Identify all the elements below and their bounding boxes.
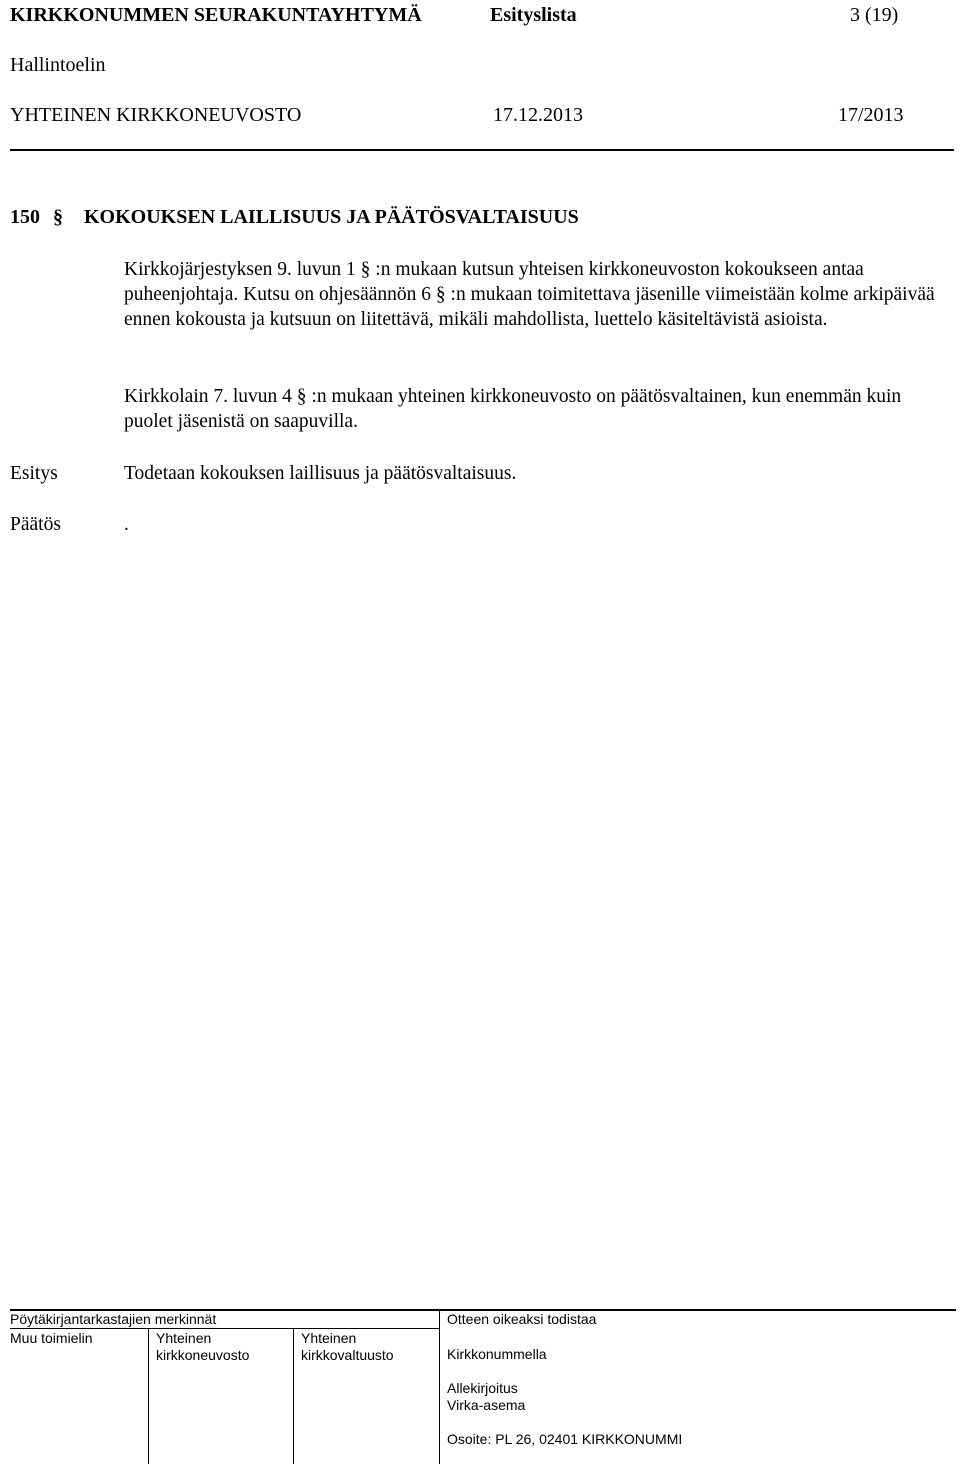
board-name: YHTEINEN KIRKKONEUVOSTO (10, 104, 302, 126)
decision-text: . (124, 514, 129, 535)
footer-markings-label: Pöytäkirjantarkastajien merkinnät (10, 1311, 217, 1327)
proposal-label: Esitys (10, 463, 58, 484)
footer-signature: Allekirjoitus (447, 1380, 518, 1396)
footer-column-line-3 (439, 1309, 440, 1464)
paragraph-church-law: Kirkkolain 7. luvun 4 § :n mukaan yhteinen kirkkoneuvosto on päätösvaltainen, kun enemmän kuin puolet jäsenistä on saapuvilla. (124, 386, 902, 432)
footer-position: Virka-asema (447, 1397, 526, 1413)
paragraph-church-order: Kirkkojärjestyksen 9. luvun 1 § :n mukaan kutsun yhteisen kirkkoneuvoston kokoukseen antaa puheenjohtaja. Kutsu on ohjesäännön 6 § :n mukaan toimitettava jäsenille viimeistään kolme arkipäivää ennen kokousta ja kutsuun on liitettävä, mikäli mahdollista, luettelo käsiteltävistä asioista. (124, 259, 935, 330)
decision-label: Päätös (10, 514, 61, 535)
footer-other-body: Muu toimielin (10, 1330, 93, 1346)
footer-council-line2: kirkkoneuvosto (156, 1347, 250, 1363)
footer-place: Kirkkonummella (447, 1346, 547, 1362)
footer-council-line1: Yhteinen (156, 1330, 212, 1346)
meeting-date: 17.12.2013 (493, 104, 583, 126)
footer-column-line-2 (293, 1328, 294, 1464)
footer-assembly-line2: kirkkovaltuusto (301, 1347, 394, 1363)
footer-inner-divider (10, 1328, 440, 1329)
page-number: 3 (19) (850, 4, 899, 26)
body-label: Hallintoelin (10, 54, 106, 76)
document-type: Esityslista (490, 4, 577, 26)
section-sign: § (53, 206, 63, 228)
footer-certify: Otteen oikeaksi todistaa (447, 1311, 597, 1327)
proposal-text: Todetaan kokouksen laillisuus ja päätösvaltaisuus. (124, 463, 517, 484)
header-divider (10, 149, 954, 151)
meeting-number: 17/2013 (838, 104, 904, 126)
footer-address: Osoite: PL 26, 02401 KIRKKONUMMI (447, 1431, 683, 1447)
footer-assembly-line1: Yhteinen (301, 1330, 357, 1346)
footer-column-line-1 (148, 1328, 149, 1464)
section-title: KOKOUKSEN LAILLISUUS JA PÄÄTÖSVALTAISUUS (84, 206, 579, 228)
organization-name: KIRKKONUMMEN SEURAKUNTAYHTYMÄ (10, 4, 422, 26)
section-number: 150 (10, 206, 40, 228)
